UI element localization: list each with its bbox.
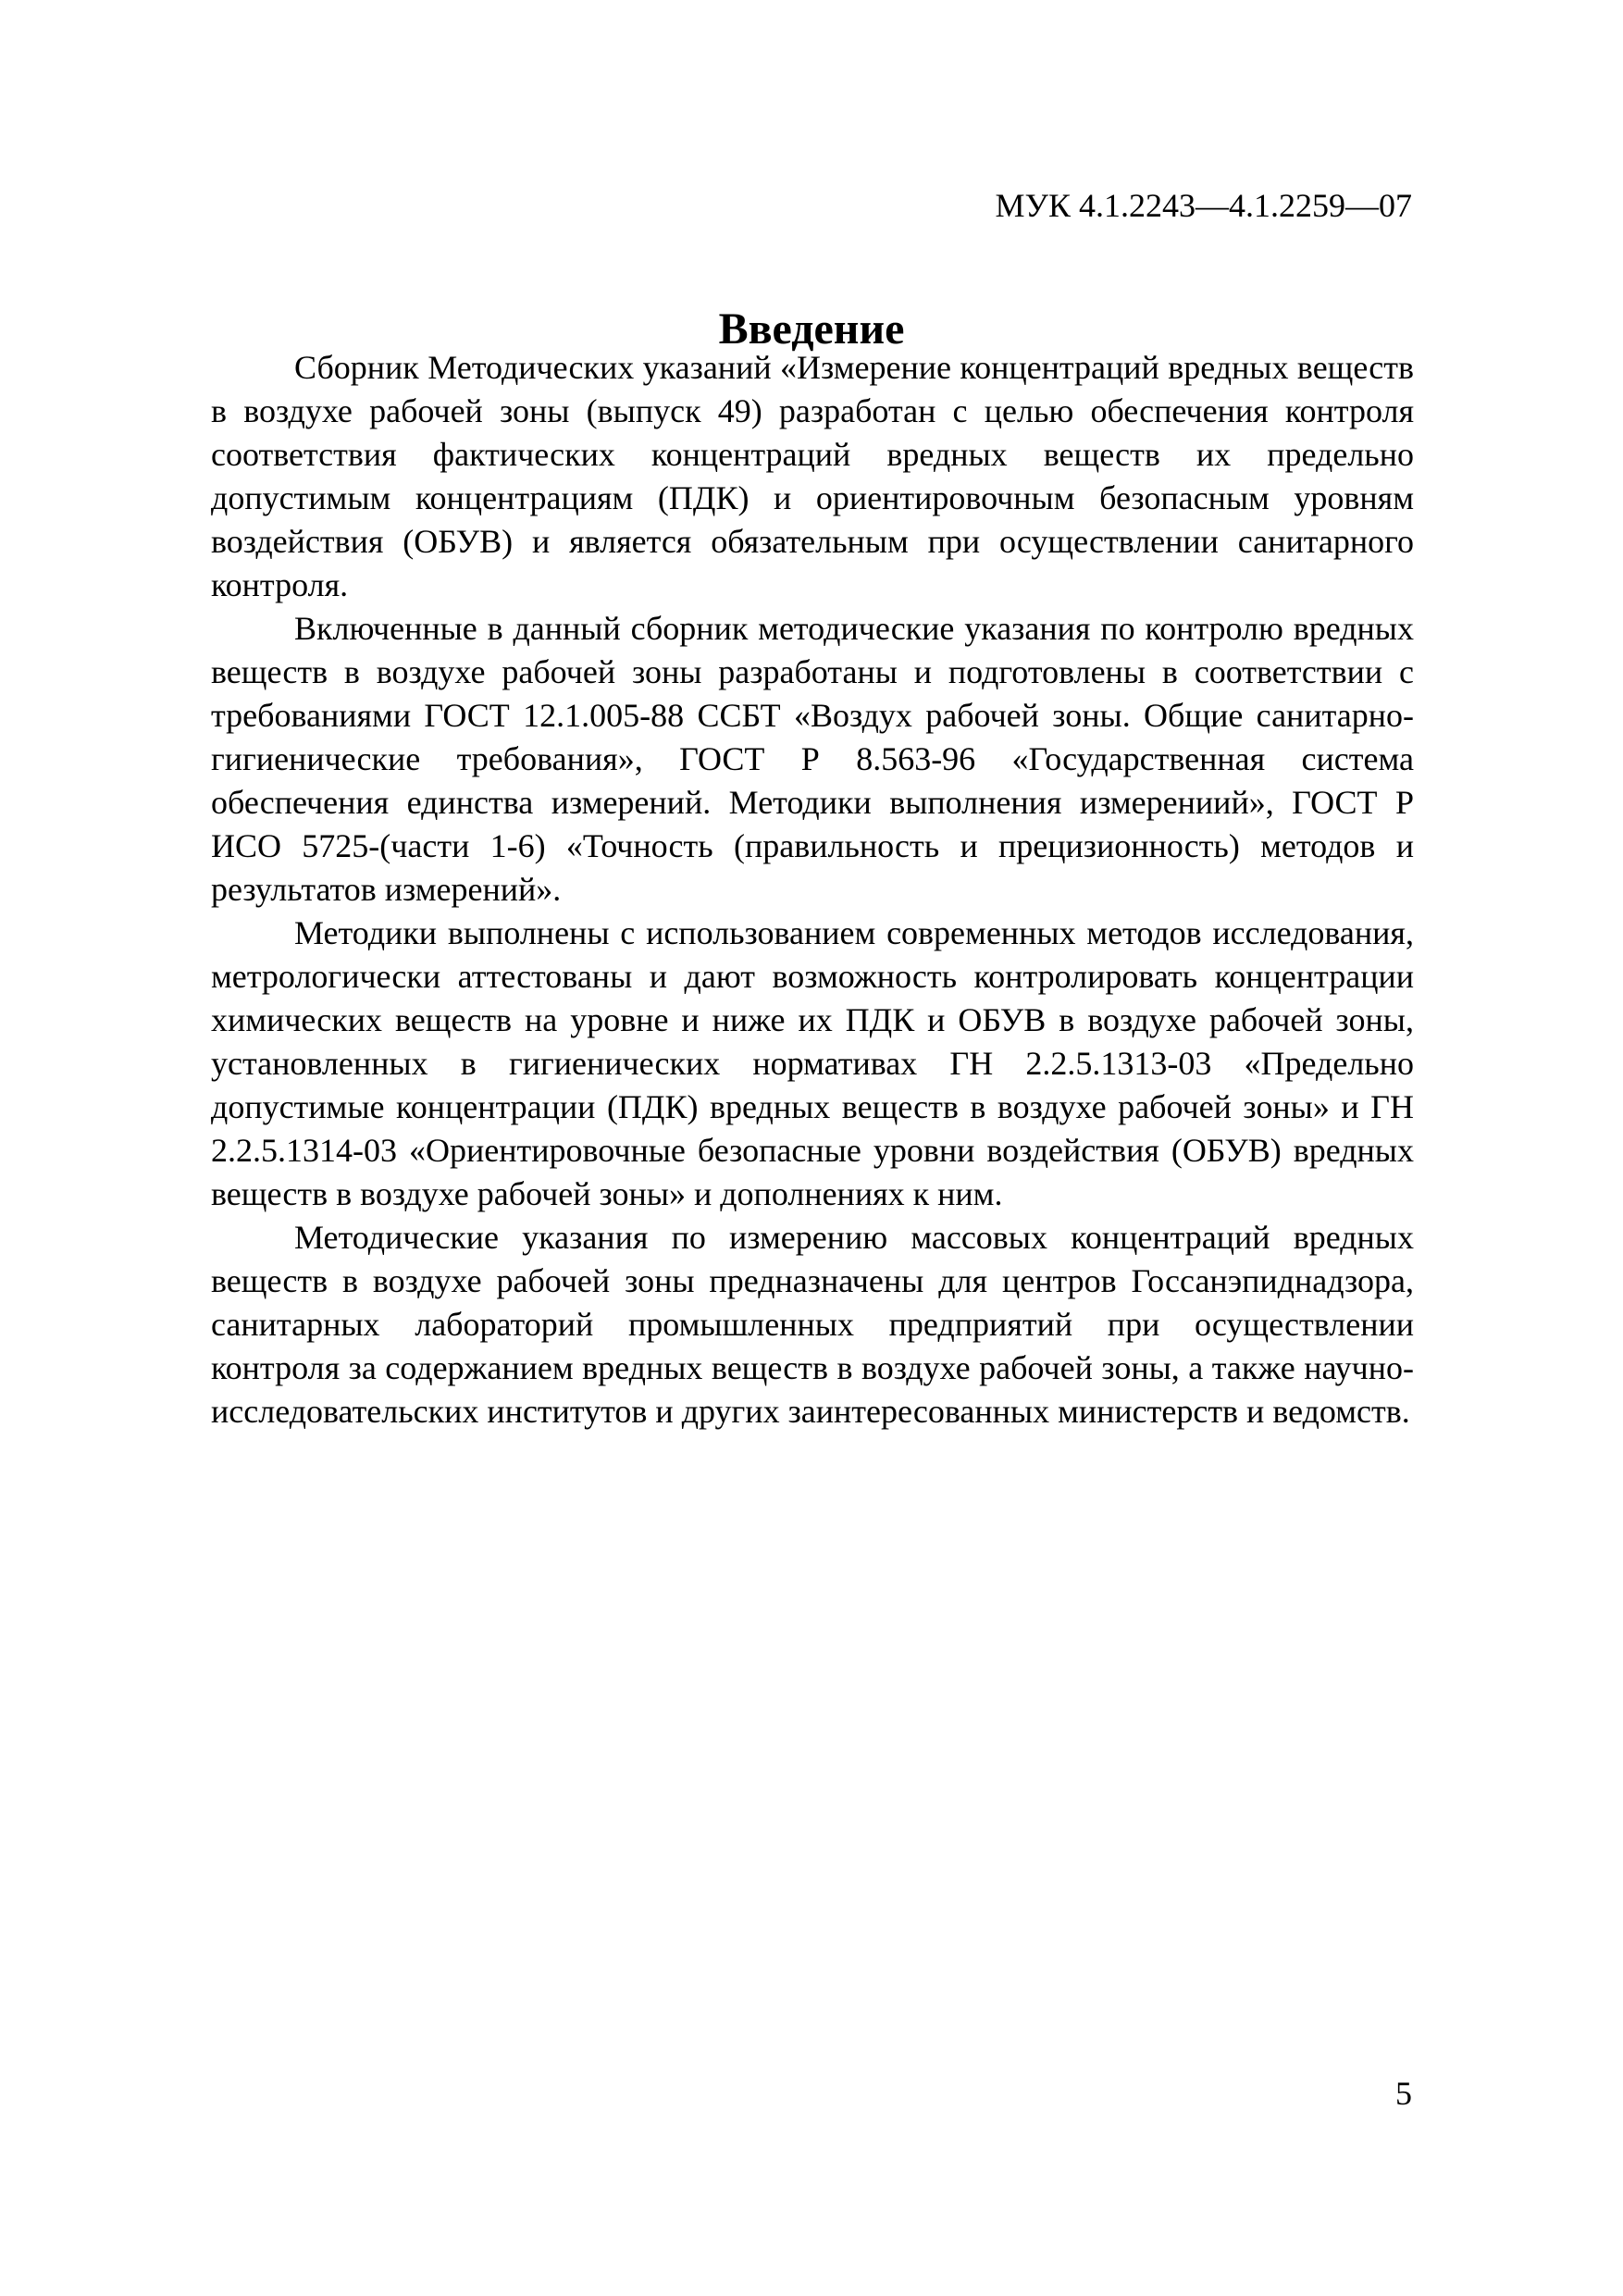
paragraph-4: Методические указания по измерению массовых концентраций вредных веществ в воздухе рабочей зоны предназначены для центров Госсанэпиднадзора, санитарных лабораторий промышленных предприятий при осуществлении контроля за содержанием вредных веществ в воздухе рабочей зоны, а также научно-исследовательских институтов и других заинтересованных министерств и ведомств. (211, 1219, 1414, 1430)
paragraph-1: Сборник Методических указаний «Измерение концентраций вредных веществ в воздухе рабочей зоны (выпуск 49) разработан с целью обеспечения контроля соответствия фактических концентраций вредных веществ их предельно допустимым концентрациям (ПДК) и ориентировочным безопасным уровням воздействия (ОБУВ) и является обязательным при осуществлении санитарного контроля. (211, 349, 1414, 603)
section-title: Введение (718, 304, 905, 354)
body-text (211, 346, 1414, 1433)
paragraph-3: Методики выполнены с использованием современных методов исследования, метрологически аттестованы и дают возможность контролировать концентрации химических веществ на уровне и ниже их ПДК и ОБУВ в воздухе рабочей зоны, установленных в гигиенических нормативах ГН 2.2.5.1313-03 «Предельно допустимые концентрации (ПДК) вредных веществ в воздухе рабочей зоны» и ГН 2.2.5.1314-03 «Ориентировочные безопасные уровни воздействия (ОБУВ) вредных веществ в воздухе рабочей зоны» и дополнениях к ним. (211, 914, 1414, 1212)
paragraph-2: Включенные в данный сборник методические указания по контролю вредных веществ в воздухе рабочей зоны разработаны и подготовлены в соответствии с требованиями ГОСТ 12.1.005-88 ССБТ «Воздух рабочей зоны. Общие санитарно-гигиенические требования», ГОСТ Р 8.563-96 «Государственная система обеспечения единства измерений. Методики выполнения измерениий», ГОСТ Р ИСО 5725-(части 1-6) «Точность (правильность и прецизионность) методов и результатов измерений». (211, 610, 1414, 908)
page-number: 5 (1395, 2075, 1412, 2112)
document-code-header: МУК 4.1.2243—4.1.2259—07 (995, 187, 1412, 224)
